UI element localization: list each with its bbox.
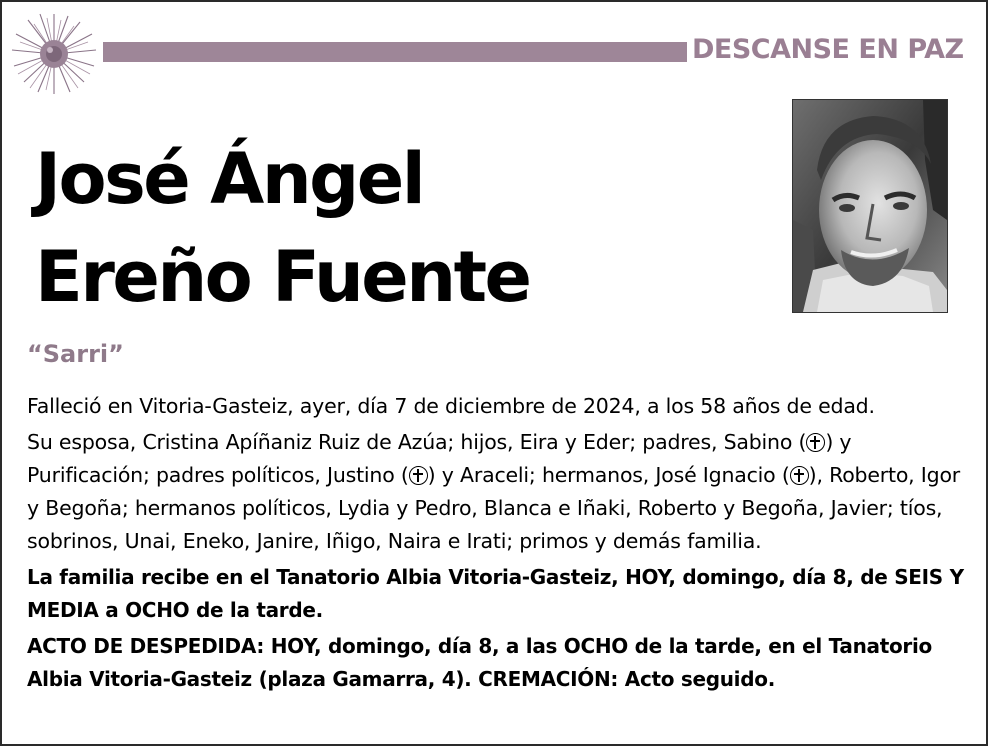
death-notice: Falleció en Vitoria-Gasteiz, ayer, día 7 de diciembre de 2024, a los 58 años de edad. [27, 394, 875, 418]
name-line-2: Ereño Fuente [35, 236, 530, 318]
nickname: “Sarri” [27, 340, 124, 368]
deceased-name [35, 130, 530, 326]
name-line-1: José Ángel [35, 138, 424, 220]
portrait-image [793, 100, 947, 312]
wake-info: La familia recibe en el Tanatorio Albia Vitoria-Gasteiz, HOY, domingo, día 8, de SEIS Y MEDIA a OCHO de la tarde. [27, 565, 964, 622]
cross-icon [409, 466, 428, 485]
family-text-4: ), Roberto, Igor y Begoña; hermanos políticos, Lydia y Pedro, Blanca e Iñaki, Roberto y Begoña, Javier; tíos, sobrinos, Unai, Eneko, Janire, Iñigo, Naira e Irati; primos y demás familia. [27, 463, 961, 553]
family-text-2: ) y Purificación; padres políticos, Justino ( [27, 430, 852, 487]
farewell-info: ACTO DE DESPEDIDA: HOY, domingo, día 8, a las OCHO de la tarde, en el Tanatorio Albia Vitoria-Gasteiz (plaza Gamarra, 4). CREMACIÓN: Acto seguido. [27, 634, 932, 691]
family-text-1: Su esposa, Cristina Apíñaniz Ruiz de Azúa; hijos, Eira y Eder; padres, Sabino ( [27, 430, 807, 454]
header-bar [103, 42, 687, 62]
thistle-flower-icon [8, 10, 100, 96]
family-list [27, 426, 967, 558]
cross-icon [790, 466, 809, 485]
family-text-3: ) y Araceli; hermanos, José Ignacio ( [427, 463, 790, 487]
cross-icon [806, 433, 825, 452]
portrait-photo [792, 99, 948, 313]
header-label: DESCANSE EN PAZ [692, 34, 964, 65]
obituary-text [27, 390, 967, 696]
